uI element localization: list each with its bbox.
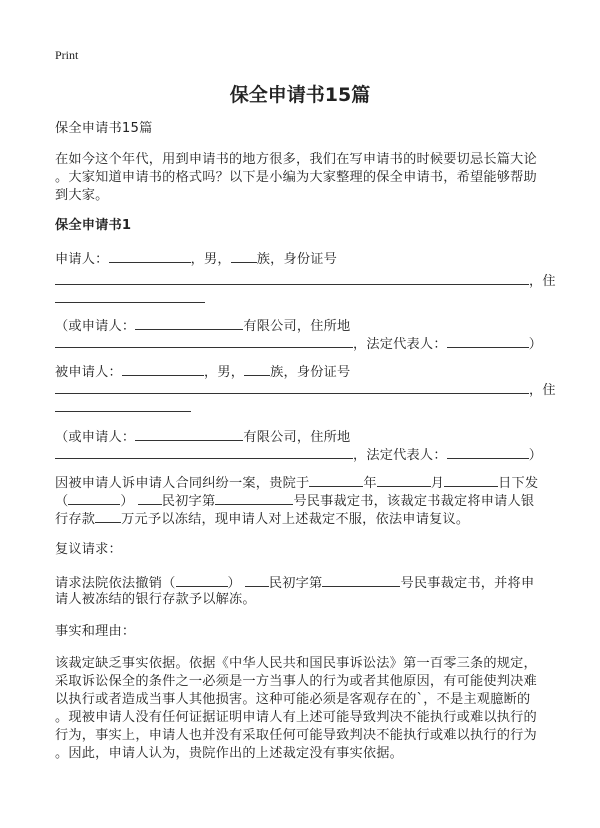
blank-field (55, 271, 529, 285)
label: 申请人： (55, 252, 109, 267)
ruling-line (55, 473, 538, 493)
review-request-heading: 复议请求： (55, 542, 122, 557)
blank-field (138, 491, 162, 505)
label: ） (528, 337, 543, 352)
blank-field (377, 473, 431, 487)
blank-field (215, 491, 293, 505)
blank-field (55, 380, 529, 394)
facts-line: 。现被申请人没有任何证据证明申请人有上述可能导致判决不能执行或难以执行的 (55, 710, 537, 725)
or-respondent-line (55, 445, 542, 465)
label: 号民事裁定书，并将申 (400, 576, 535, 591)
label: 族，身份证号 (256, 252, 338, 267)
applicant-line (55, 249, 337, 269)
label: ，住 (529, 274, 556, 289)
blank-field (447, 445, 529, 459)
intro-line: 到大家。 (55, 188, 109, 203)
label: 号民事裁定书，该裁定书裁定将申请人银 (293, 494, 535, 509)
blank-field (447, 334, 529, 348)
subtitle: 保全申请书15篇 (55, 121, 153, 136)
label: 日下发 (498, 476, 539, 491)
intro-line: 。大家知道申请书的格式吗？以下是小编为大家整理的保全申请书，希望能够帮助 (55, 170, 537, 185)
blank-field (244, 362, 270, 376)
label: 有限公司，住所地 (243, 319, 351, 334)
blank-field (55, 398, 191, 412)
label: ） (120, 494, 134, 509)
respondent-line (55, 362, 350, 382)
blank-field (444, 473, 498, 487)
applicant-line (55, 271, 556, 291)
blank-field (322, 573, 400, 587)
blank-field (95, 509, 121, 523)
blank-field (135, 427, 243, 441)
request-line (55, 573, 534, 593)
blank-field (68, 491, 120, 505)
facts-heading: 事实和理由： (55, 624, 136, 639)
blank-field (135, 316, 243, 330)
applicant-line (55, 289, 205, 309)
facts-line: 该裁定缺乏事实依据。依据《中华人民共和国民事诉讼法》第一百零三条的规定， (55, 656, 537, 671)
facts-line: 以执行或者造成当事人其他损害。这种可能必须是客观存在的`，不是主观臆断的 (55, 692, 531, 707)
blank-field (122, 362, 204, 376)
blank-field (55, 334, 353, 348)
label: 族，身份证号 (270, 365, 351, 380)
blank-field (231, 249, 257, 263)
blank-field (55, 445, 353, 459)
facts-line: 。因此，申请人认为，贵院作出的上述裁定没有事实依据。 (55, 746, 404, 761)
blank-field (245, 573, 269, 587)
or-applicant-line (55, 334, 542, 354)
blank-field (176, 573, 228, 587)
label: 民初字第 (161, 494, 216, 509)
label: （或申请人： (55, 319, 136, 334)
label: ，法定代表人： (353, 337, 447, 352)
label: 万元予以冻结，现申请人对上述裁定不服，依法申请复议。 (121, 512, 470, 527)
ruling-line (55, 509, 469, 529)
respondent-line (55, 380, 556, 400)
label: ） (528, 448, 543, 463)
print-link[interactable]: Print (55, 48, 79, 62)
label: （ (55, 494, 69, 509)
facts-line: 行为，事实上，申请人也并没有采取任何可能导致判决不能执行或难以执行的行为 (55, 728, 537, 743)
section-heading: 保全申请书1 (55, 218, 132, 233)
label: 民初字第 (268, 576, 323, 591)
intro-line: 在如今这个年代，用到申请书的地方很多，我们在写申请书的时候要切忌长篇大论 (55, 152, 537, 167)
respondent-line (55, 398, 191, 418)
blank-field (55, 289, 205, 303)
label: ） (227, 576, 241, 591)
ruling-line (55, 491, 534, 511)
or-applicant-line (55, 316, 350, 336)
label: 月 (430, 476, 445, 491)
or-respondent-line (55, 427, 350, 447)
facts-line: 采取诉讼保全的条件之一必须是一方当事人的行为或者其他原因，有可能使判决难 (55, 674, 537, 689)
blank-field (309, 473, 363, 487)
label: （或申请人： (55, 430, 136, 445)
label: 因被申请人诉申请人合同纠纷一案，贵院于 (55, 476, 310, 491)
page-title: 保全申请书15篇 (229, 84, 371, 106)
request-line: 请人被冻结的银行存款予以解冻。 (55, 592, 256, 607)
label: 请求法院依法撤销（ (55, 576, 176, 591)
label: 行存款 (55, 512, 96, 527)
label: 有限公司，住所地 (243, 430, 351, 445)
label: ，法定代表人： (353, 448, 447, 463)
label: 年 (363, 476, 377, 491)
label: ，男， (203, 365, 245, 380)
blank-field (109, 249, 191, 263)
label: ，住 (529, 383, 556, 398)
label: ，男， (190, 252, 231, 267)
label: 被申请人： (55, 365, 122, 380)
